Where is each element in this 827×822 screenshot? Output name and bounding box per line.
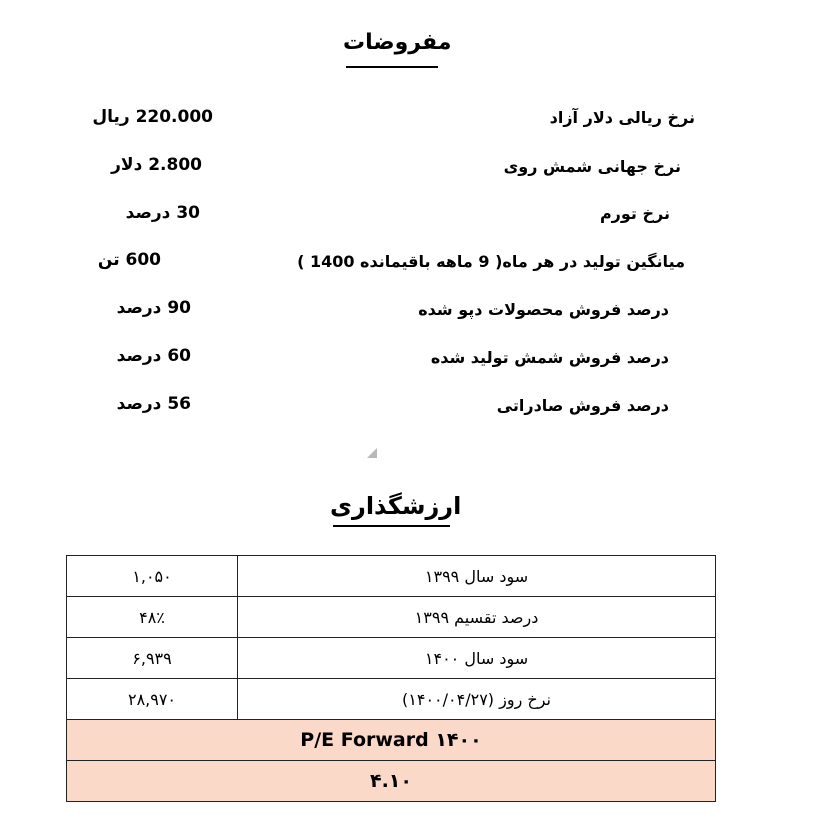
- valuation-value-payout-1399: ۴۸٪: [67, 597, 238, 638]
- valuation-value-profit-1399: ۱,۰۵۰: [67, 556, 238, 597]
- assumption-value-export-sales: 56 درصد: [116, 394, 191, 414]
- pe-forward-label: P/E Forward ۱۴۰۰: [67, 720, 716, 761]
- assumptions-heading-underline: [346, 66, 438, 68]
- assumption-value-zinc-ingot-price: 2.800 دلار: [111, 155, 202, 175]
- valuation-value-market-price: ۲۸,۹۷۰: [67, 679, 238, 720]
- valuation-table: [66, 555, 716, 802]
- anchor-triangle-mark: [367, 448, 377, 458]
- table-row: [67, 679, 716, 720]
- valuation-heading-underline: [333, 525, 450, 527]
- assumption-label-depot-products-sales: درصد فروش محصولات دپو شده: [418, 300, 669, 319]
- valuation-label-profit-1400: سود سال ۱۴۰۰: [238, 638, 716, 679]
- table-row-pe-value: [67, 761, 716, 802]
- table-row: [67, 556, 716, 597]
- assumption-value-produced-ingot-sales: 60 درصد: [116, 346, 191, 366]
- valuation-label-payout-1399: درصد تقسیم ۱۳۹۹: [238, 597, 716, 638]
- table-row: [67, 638, 716, 679]
- valuation-heading: ارزشگذاری: [330, 492, 462, 520]
- assumption-label-produced-ingot-sales: درصد فروش شمش تولید شده: [430, 348, 669, 367]
- assumption-label-export-sales: درصد فروش صادراتی: [496, 396, 669, 415]
- assumption-label-monthly-production: میانگین تولید در هر ماه( 9 ماهه باقیمانده 1400 ): [297, 252, 685, 271]
- valuation-label-market-price: نرخ روز (۱۴۰۰/۰۴/۲۷): [238, 679, 716, 720]
- pe-forward-value: ۴.۱۰: [67, 761, 716, 802]
- assumption-value-free-dollar-rate: 220.000 ریال: [92, 107, 213, 127]
- assumption-value-inflation-rate: 30 درصد: [125, 203, 200, 223]
- assumptions-heading: مفروضات: [343, 30, 452, 55]
- assumption-label-inflation-rate: نرخ تورم: [599, 204, 670, 223]
- assumption-value-depot-products-sales: 90 درصد: [116, 298, 191, 318]
- assumption-label-free-dollar-rate: نرخ ریالی دلار آزاد: [549, 108, 695, 127]
- assumption-value-monthly-production: 600 تن: [97, 250, 161, 270]
- assumption-label-zinc-ingot-price: نرخ جهانی شمش روی: [503, 157, 681, 176]
- valuation-value-profit-1400: ۶,۹۳۹: [67, 638, 238, 679]
- table-row-pe-label: [67, 720, 716, 761]
- table-row: [67, 597, 716, 638]
- valuation-label-profit-1399: سود سال ۱۳۹۹: [238, 556, 716, 597]
